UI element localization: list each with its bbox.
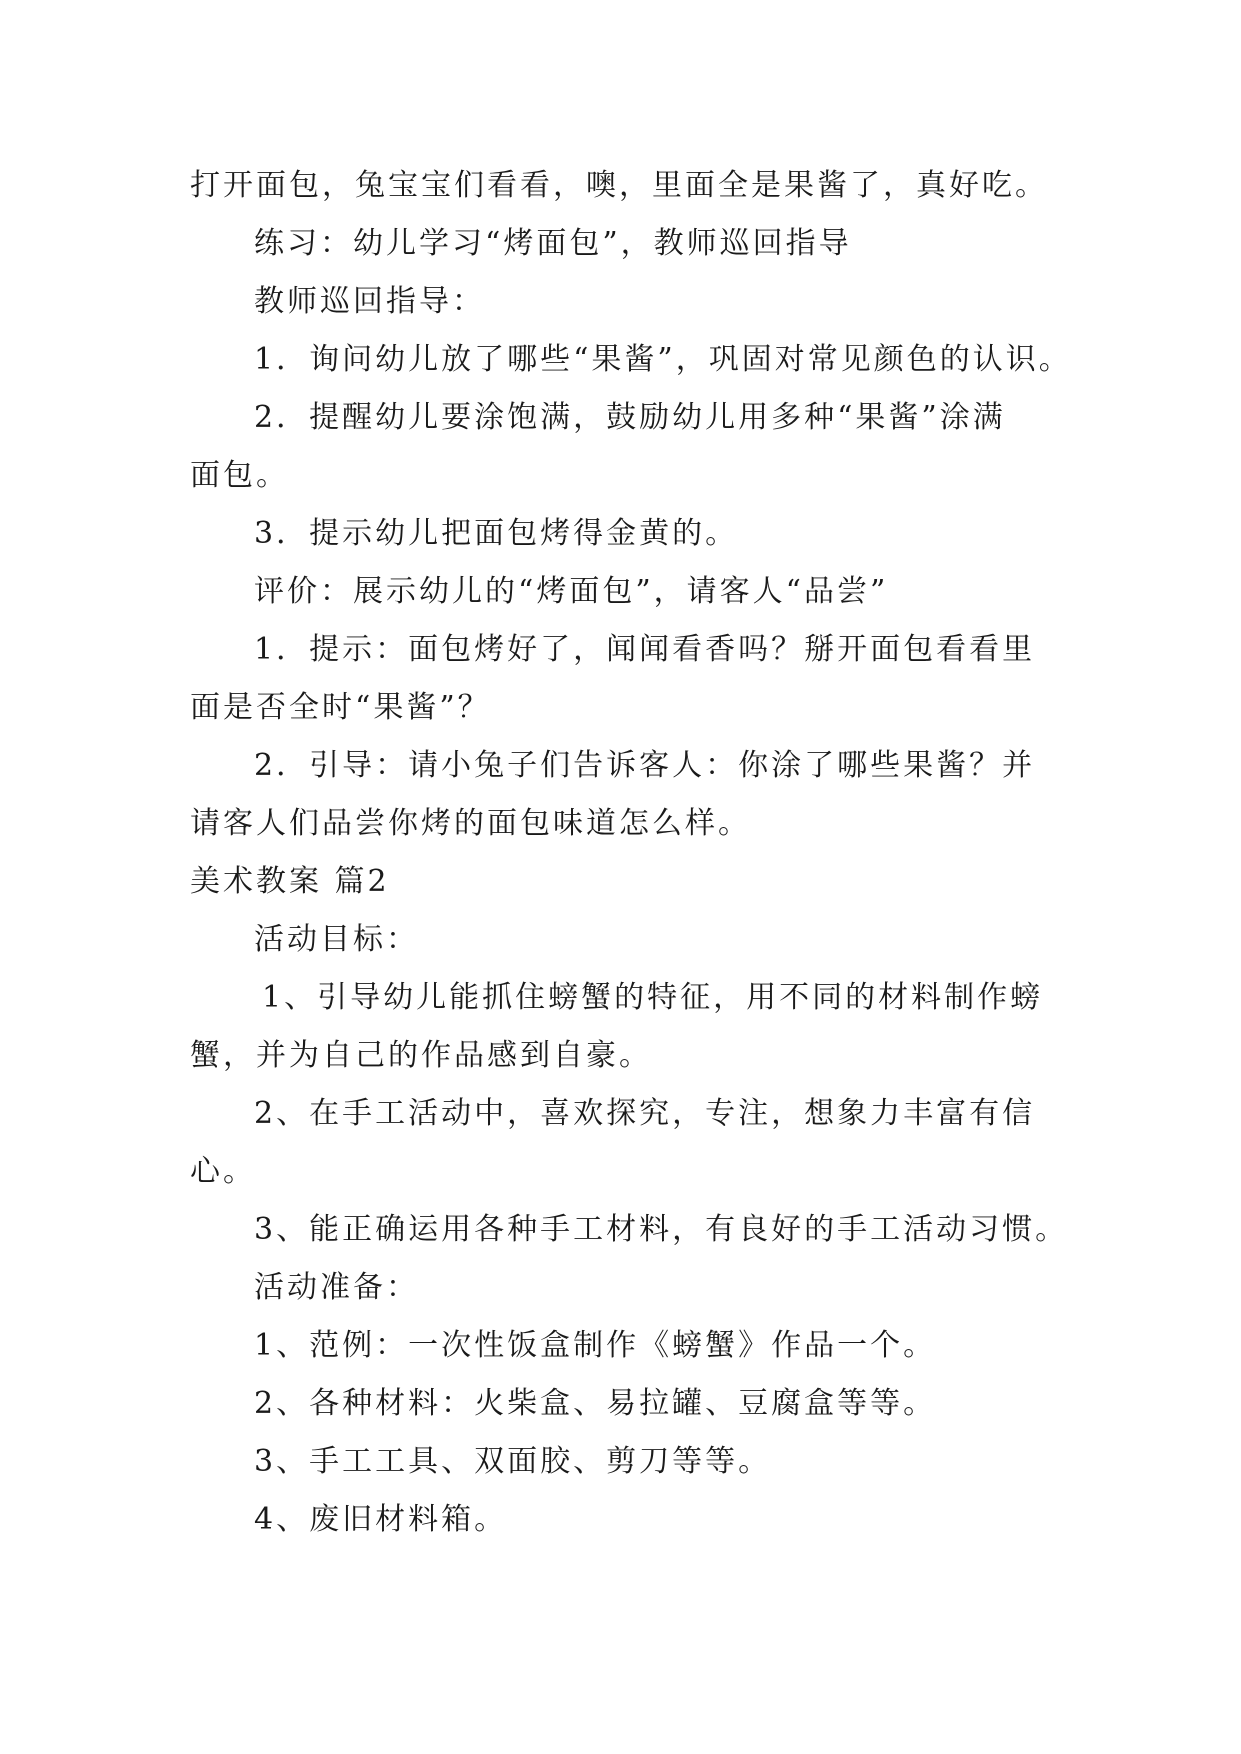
list-item: 1、引导幼儿能抓住螃蟹的特征，用不同的材料制作螃 [262,980,1044,1015]
list-item: 4、废旧材料箱。 [254,1502,508,1537]
list-item: 2、在手工活动中，喜欢探究，专注，想象力丰富有信 [254,1096,1036,1131]
list-item: 2．提醒幼儿要涂饱满，鼓励幼儿用多种“果酱”涂满 [254,400,1006,435]
list-item: 3．提示幼儿把面包烤得金黄的。 [254,516,739,551]
list-item: 3、手工工具、双面胶、剪刀等等。 [254,1444,772,1479]
section-heading: 美术教案 篇2 [190,864,390,899]
list-item: 1．提示：面包烤好了，闻闻看香吗？掰开面包看看里 [254,632,1036,667]
list-item: 2．引导：请小兔子们告诉客人：你涂了哪些果酱？并 [254,748,1036,783]
paragraph-line: 活动目标： [254,922,419,957]
paragraph-line: 活动准备： [254,1270,419,1305]
list-item: 1．询问幼儿放了哪些“果酱”，巩固对常见颜色的认识。 [254,342,1072,377]
list-item: 1、范例：一次性饭盒制作《螃蟹》作品一个。 [254,1328,937,1363]
paragraph-line: 教师巡回指导： [254,284,485,319]
paragraph-line: 评价：展示幼儿的“烤面包”，请客人“品尝” [254,574,889,609]
list-item: 3、能正确运用各种手工材料，有良好的手工活动习惯。 [254,1212,1069,1247]
list-item: 2、各种材料：火柴盒、易拉罐、豆腐盒等等。 [254,1386,937,1421]
paragraph-line: 心。 [190,1154,256,1189]
paragraph-line: 面包。 [190,458,289,493]
paragraph-line: 蟹，并为自己的作品感到自豪。 [190,1038,652,1073]
paragraph-line: 打开面包，兔宝宝们看看，噢，里面全是果酱了，真好吃。 [190,168,1048,203]
paragraph-line: 面是否全时“果酱”？ [190,690,491,725]
paragraph-line: 练习：幼儿学习“烤面包”，教师巡回指导 [254,226,852,261]
paragraph-line: 请客人们品尝你烤的面包味道怎么样。 [190,806,751,841]
